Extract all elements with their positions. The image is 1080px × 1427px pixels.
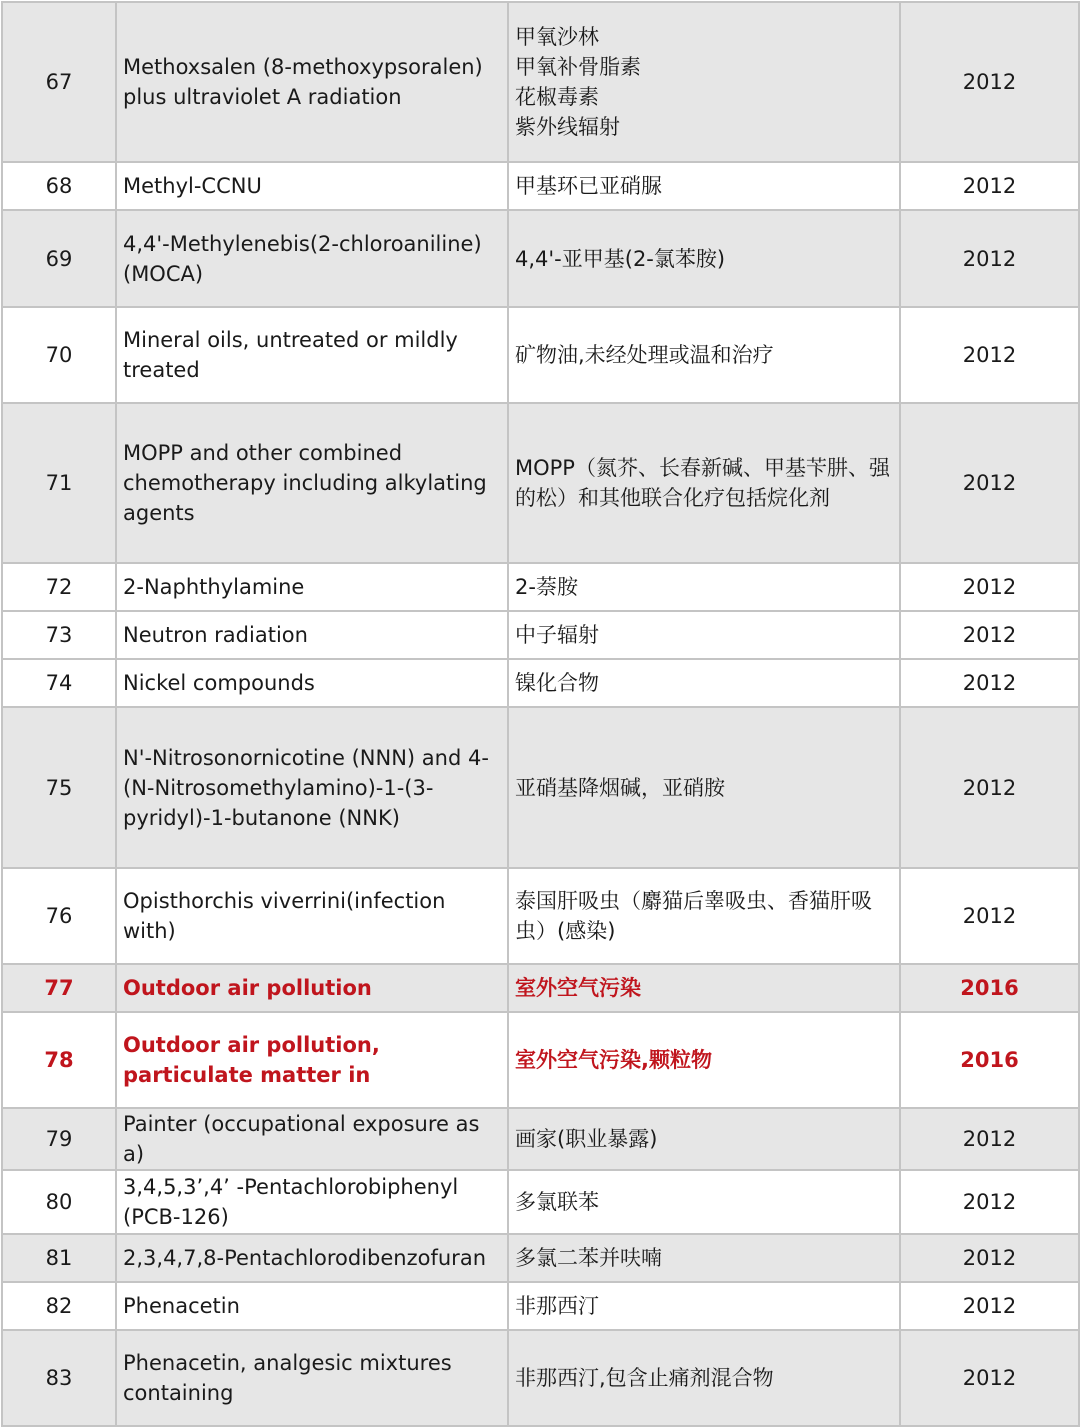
row-number: 68 bbox=[2, 162, 116, 210]
table-row bbox=[2, 403, 1079, 563]
row-number: 67 bbox=[2, 2, 116, 162]
evaluation-year: 2012 bbox=[900, 307, 1079, 403]
agent-chinese: 4,4'-亚甲基(2-氯苯胺) bbox=[508, 210, 900, 307]
table-row bbox=[2, 1330, 1079, 1426]
agent-english: Outdoor air pollution, particulate matter in bbox=[116, 1012, 508, 1108]
agent-chinese: 室外空气污染,颗粒物 bbox=[508, 1012, 900, 1108]
agent-chinese: 非那西汀,包含止痛剂混合物 bbox=[508, 1330, 900, 1426]
row-number: 76 bbox=[2, 868, 116, 964]
agent-english: Phenacetin bbox=[116, 1282, 508, 1330]
evaluation-year: 2012 bbox=[900, 1282, 1079, 1330]
table-row bbox=[2, 659, 1079, 707]
row-number: 74 bbox=[2, 659, 116, 707]
agent-english: MOPP and other combined chemotherapy including alkylating agents bbox=[116, 403, 508, 563]
row-number: 79 bbox=[2, 1108, 116, 1170]
evaluation-year: 2012 bbox=[900, 1330, 1079, 1426]
table-row bbox=[2, 707, 1079, 868]
evaluation-year: 2016 bbox=[900, 964, 1079, 1012]
evaluation-year: 2012 bbox=[900, 1108, 1079, 1170]
agent-chinese: 多氯联苯 bbox=[508, 1170, 900, 1234]
agent-chinese: 矿物油,未经处理或温和治疗 bbox=[508, 307, 900, 403]
carcinogen-table bbox=[1, 1, 1080, 1427]
agent-english: Mineral oils, untreated or mildly treated bbox=[116, 307, 508, 403]
table-row bbox=[2, 868, 1079, 964]
agent-chinese: 中子辐射 bbox=[508, 611, 900, 659]
evaluation-year: 2012 bbox=[900, 1170, 1079, 1234]
agent-english: 2,3,4,7,8-Pentachlorodibenzofuran bbox=[116, 1234, 508, 1282]
row-number: 77 bbox=[2, 964, 116, 1012]
agent-chinese: 镍化合物 bbox=[508, 659, 900, 707]
evaluation-year: 2012 bbox=[900, 611, 1079, 659]
table-row bbox=[2, 1234, 1079, 1282]
agent-english: 3,4,5,3’,4’ -Pentachlorobiphenyl (PCB-126) bbox=[116, 1170, 508, 1234]
evaluation-year: 2012 bbox=[900, 403, 1079, 563]
row-number: 81 bbox=[2, 1234, 116, 1282]
agent-english: Nickel compounds bbox=[116, 659, 508, 707]
agent-chinese: 室外空气污染 bbox=[508, 964, 900, 1012]
row-number: 80 bbox=[2, 1170, 116, 1234]
row-number: 71 bbox=[2, 403, 116, 563]
table-row bbox=[2, 210, 1079, 307]
table-row bbox=[2, 2, 1079, 162]
evaluation-year: 2012 bbox=[900, 659, 1079, 707]
agent-english: Phenacetin, analgesic mixtures containing bbox=[116, 1330, 508, 1426]
table-row bbox=[2, 611, 1079, 659]
agent-english: Painter (occupational exposure as a) bbox=[116, 1108, 508, 1170]
agent-chinese: 多氯二苯并呋喃 bbox=[508, 1234, 900, 1282]
row-number: 78 bbox=[2, 1012, 116, 1108]
agent-chinese: 甲基环已亚硝脲 bbox=[508, 162, 900, 210]
table-row bbox=[2, 1170, 1079, 1234]
agent-chinese: 画家(职业暴露) bbox=[508, 1108, 900, 1170]
evaluation-year: 2012 bbox=[900, 868, 1079, 964]
evaluation-year: 2012 bbox=[900, 2, 1079, 162]
agent-chinese: 甲氧沙林 甲氧补骨脂素 花椒毒素 紫外线辐射 bbox=[508, 2, 900, 162]
row-number: 72 bbox=[2, 563, 116, 611]
agent-english: Neutron radiation bbox=[116, 611, 508, 659]
agent-chinese: 非那西汀 bbox=[508, 1282, 900, 1330]
table-row-highlighted bbox=[2, 1012, 1079, 1108]
evaluation-year: 2012 bbox=[900, 210, 1079, 307]
row-number: 75 bbox=[2, 707, 116, 868]
row-number: 83 bbox=[2, 1330, 116, 1426]
agent-chinese: 亚硝基降烟碱，亚硝胺 bbox=[508, 707, 900, 868]
row-number: 70 bbox=[2, 307, 116, 403]
table-row-highlighted bbox=[2, 964, 1079, 1012]
table-row bbox=[2, 563, 1079, 611]
agent-english: 4,4'-Methylenebis(2-chloroaniline) (MOCA) bbox=[116, 210, 508, 307]
table-row bbox=[2, 1282, 1079, 1330]
evaluation-year: 2012 bbox=[900, 707, 1079, 868]
evaluation-year: 2012 bbox=[900, 162, 1079, 210]
agent-english: Outdoor air pollution bbox=[116, 964, 508, 1012]
table-row bbox=[2, 307, 1079, 403]
agent-english: 2-Naphthylamine bbox=[116, 563, 508, 611]
evaluation-year: 2012 bbox=[900, 1234, 1079, 1282]
agent-chinese: 泰国肝吸虫（麝猫后睾吸虫、香猫肝吸虫）(感染) bbox=[508, 868, 900, 964]
row-number: 69 bbox=[2, 210, 116, 307]
evaluation-year: 2012 bbox=[900, 563, 1079, 611]
table-row bbox=[2, 162, 1079, 210]
agent-english: Methoxsalen (8-methoxypsoralen) plus ultraviolet A radiation bbox=[116, 2, 508, 162]
agent-chinese: 2-萘胺 bbox=[508, 563, 900, 611]
agent-chinese: MOPP（氮芥、长春新碱、甲基苄肼、强的松）和其他联合化疗包括烷化剂 bbox=[508, 403, 900, 563]
agent-english: Methyl-CCNU bbox=[116, 162, 508, 210]
row-number: 82 bbox=[2, 1282, 116, 1330]
row-number: 73 bbox=[2, 611, 116, 659]
evaluation-year: 2016 bbox=[900, 1012, 1079, 1108]
agent-english: Opisthorchis viverrini(infection with) bbox=[116, 868, 508, 964]
agent-english: N'-Nitrosonornicotine (NNN) and 4-(N-Nitrosomethylamino)-1-(3-pyridyl)-1-butanone (NNK) bbox=[116, 707, 508, 868]
table-row bbox=[2, 1108, 1079, 1170]
